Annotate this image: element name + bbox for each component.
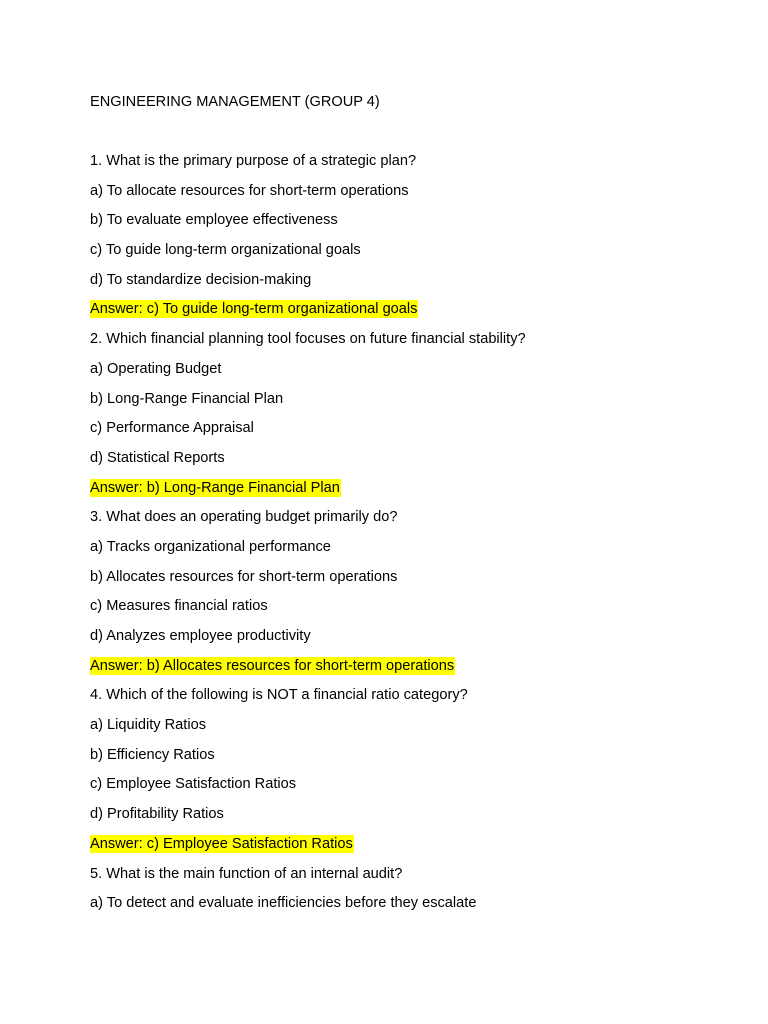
question-text: 2. Which financial planning tool focuses on future financial stability? — [90, 331, 526, 348]
answer-option: c) Performance Appraisal — [90, 420, 254, 437]
answer-option: a) Tracks organizational performance — [90, 538, 331, 555]
answer-option: d) Profitability Ratios — [90, 806, 224, 823]
answer-option: a) Liquidity Ratios — [90, 717, 206, 734]
highlighted-answer: Answer: c) Employee Satisfaction Ratios — [90, 835, 353, 852]
question-block-3 — [90, 508, 710, 674]
answer-option: d) Statistical Reports — [90, 449, 225, 466]
answer-option: a) To allocate resources for short-term operations — [90, 182, 409, 199]
answer-option: a) To detect and evaluate inefficiencies before they escalate — [90, 895, 477, 912]
question-block-4 — [90, 686, 710, 852]
highlighted-answer: Answer: b) Allocates resources for short-term operations — [90, 657, 455, 674]
document-body — [90, 93, 710, 912]
question-block-5 — [90, 865, 710, 913]
highlighted-answer: Answer: c) To guide long-term organizational goals — [90, 301, 418, 318]
answer-option: a) Operating Budget — [90, 360, 222, 377]
answer-option: c) To guide long-term organizational goals — [90, 242, 361, 259]
answer-option: b) To evaluate employee effectiveness — [90, 212, 338, 229]
question-text: 5. What is the main function of an internal audit? — [90, 865, 403, 882]
question-block-2 — [90, 330, 710, 496]
highlighted-answer: Answer: b) Long-Range Financial Plan — [90, 479, 340, 496]
answer-option: b) Allocates resources for short-term operations — [90, 568, 398, 585]
answer-option: c) Measures financial ratios — [90, 598, 268, 615]
question-block-1 — [90, 152, 710, 318]
answer-option: d) To standardize decision-making — [90, 271, 312, 288]
question-text: 1. What is the primary purpose of a strategic plan? — [90, 153, 417, 169]
answer-option: d) Analyzes employee productivity — [90, 628, 311, 644]
question-text: 4. Which of the following is NOT a financial ratio category? — [90, 687, 468, 704]
document-title: ENGINEERING MANAGEMENT (GROUP 4) — [90, 94, 380, 110]
answer-option: b) Long-Range Financial Plan — [90, 390, 284, 407]
question-text: 3. What does an operating budget primarily do? — [90, 509, 398, 526]
answer-option: b) Efficiency Ratios — [90, 746, 215, 763]
answer-option: c) Employee Satisfaction Ratios — [90, 776, 297, 793]
